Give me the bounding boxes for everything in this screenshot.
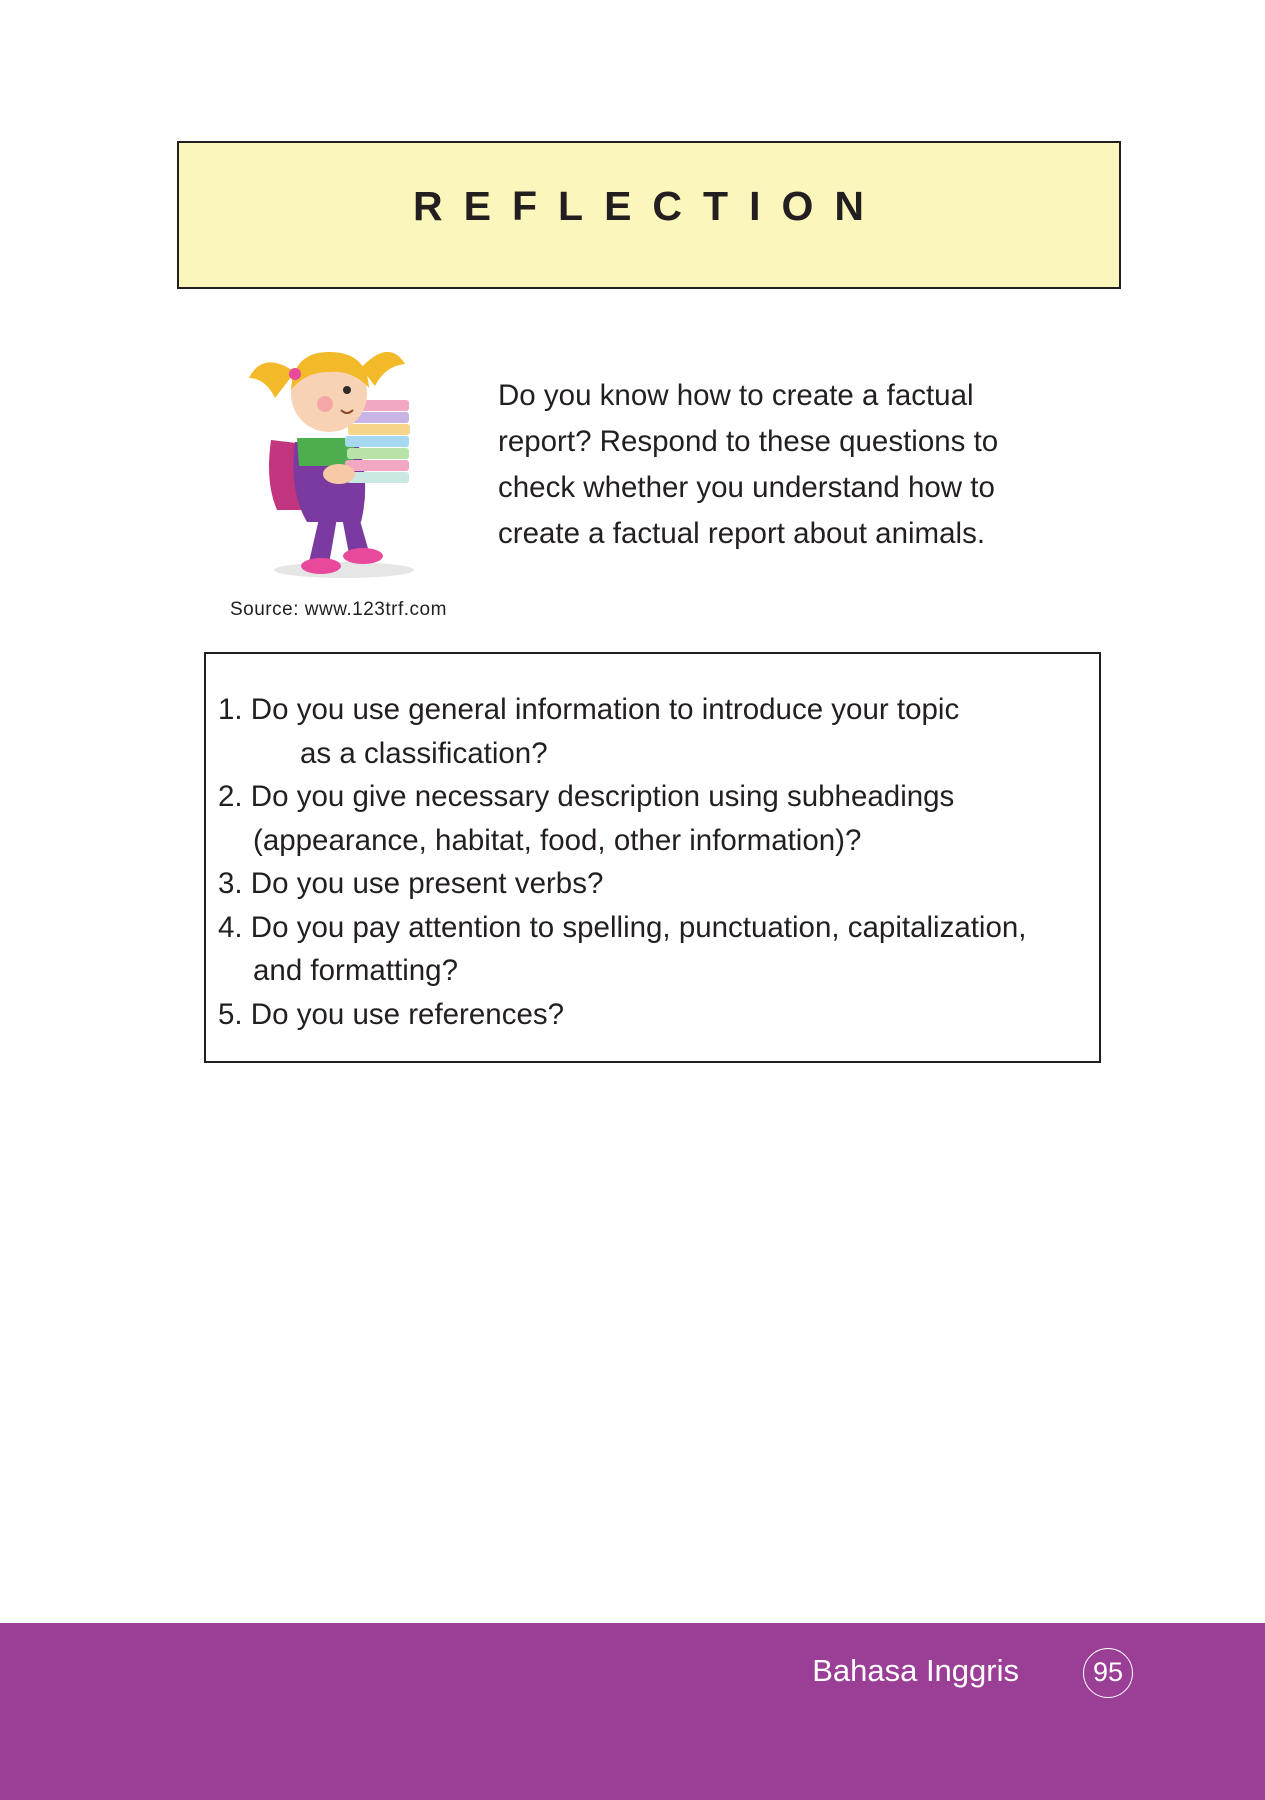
page-footer — [0, 1623, 1265, 1800]
question-text: 5. Do you use references? — [218, 997, 565, 1031]
question-text: 4. Do you pay attention to spelling, punctuation, capitalization, — [218, 910, 1027, 944]
intro-line: check whether you understand how to — [498, 471, 995, 504]
reflection-header — [177, 141, 1121, 289]
question-text: 2. Do you give necessary description using subheadings — [218, 780, 955, 813]
question-item — [218, 993, 1089, 1037]
page-title: REFLECTION — [413, 183, 885, 229]
question-text: 1. Do you use general information to introduce your topic — [218, 693, 960, 726]
question-item — [218, 688, 1089, 775]
question-item — [218, 775, 1089, 862]
intro-line: create a factual report about animals. — [498, 517, 986, 550]
image-source-caption: Source: www.123trf.com — [230, 599, 447, 620]
page-number: 95 — [1083, 1648, 1133, 1698]
questions-list — [218, 688, 1089, 1036]
intro-line: Do you know how to create a factual — [498, 379, 974, 412]
subject-label: Bahasa Inggris — [812, 1653, 1019, 1688]
question-continuation: (appearance, habitat, food, other information)? — [253, 823, 862, 857]
intro-line: report? Respond to these questions to — [498, 425, 999, 458]
question-item — [218, 906, 1089, 993]
girl-carrying-books-icon — [229, 332, 459, 582]
reflection-questions-box — [204, 652, 1101, 1063]
intro-paragraph — [498, 373, 1098, 557]
question-item — [218, 862, 1089, 906]
question-continuation: as a classification? — [300, 736, 548, 770]
question-text: 3. Do you use present verbs? — [218, 867, 604, 900]
question-continuation: and formatting? — [253, 954, 458, 987]
